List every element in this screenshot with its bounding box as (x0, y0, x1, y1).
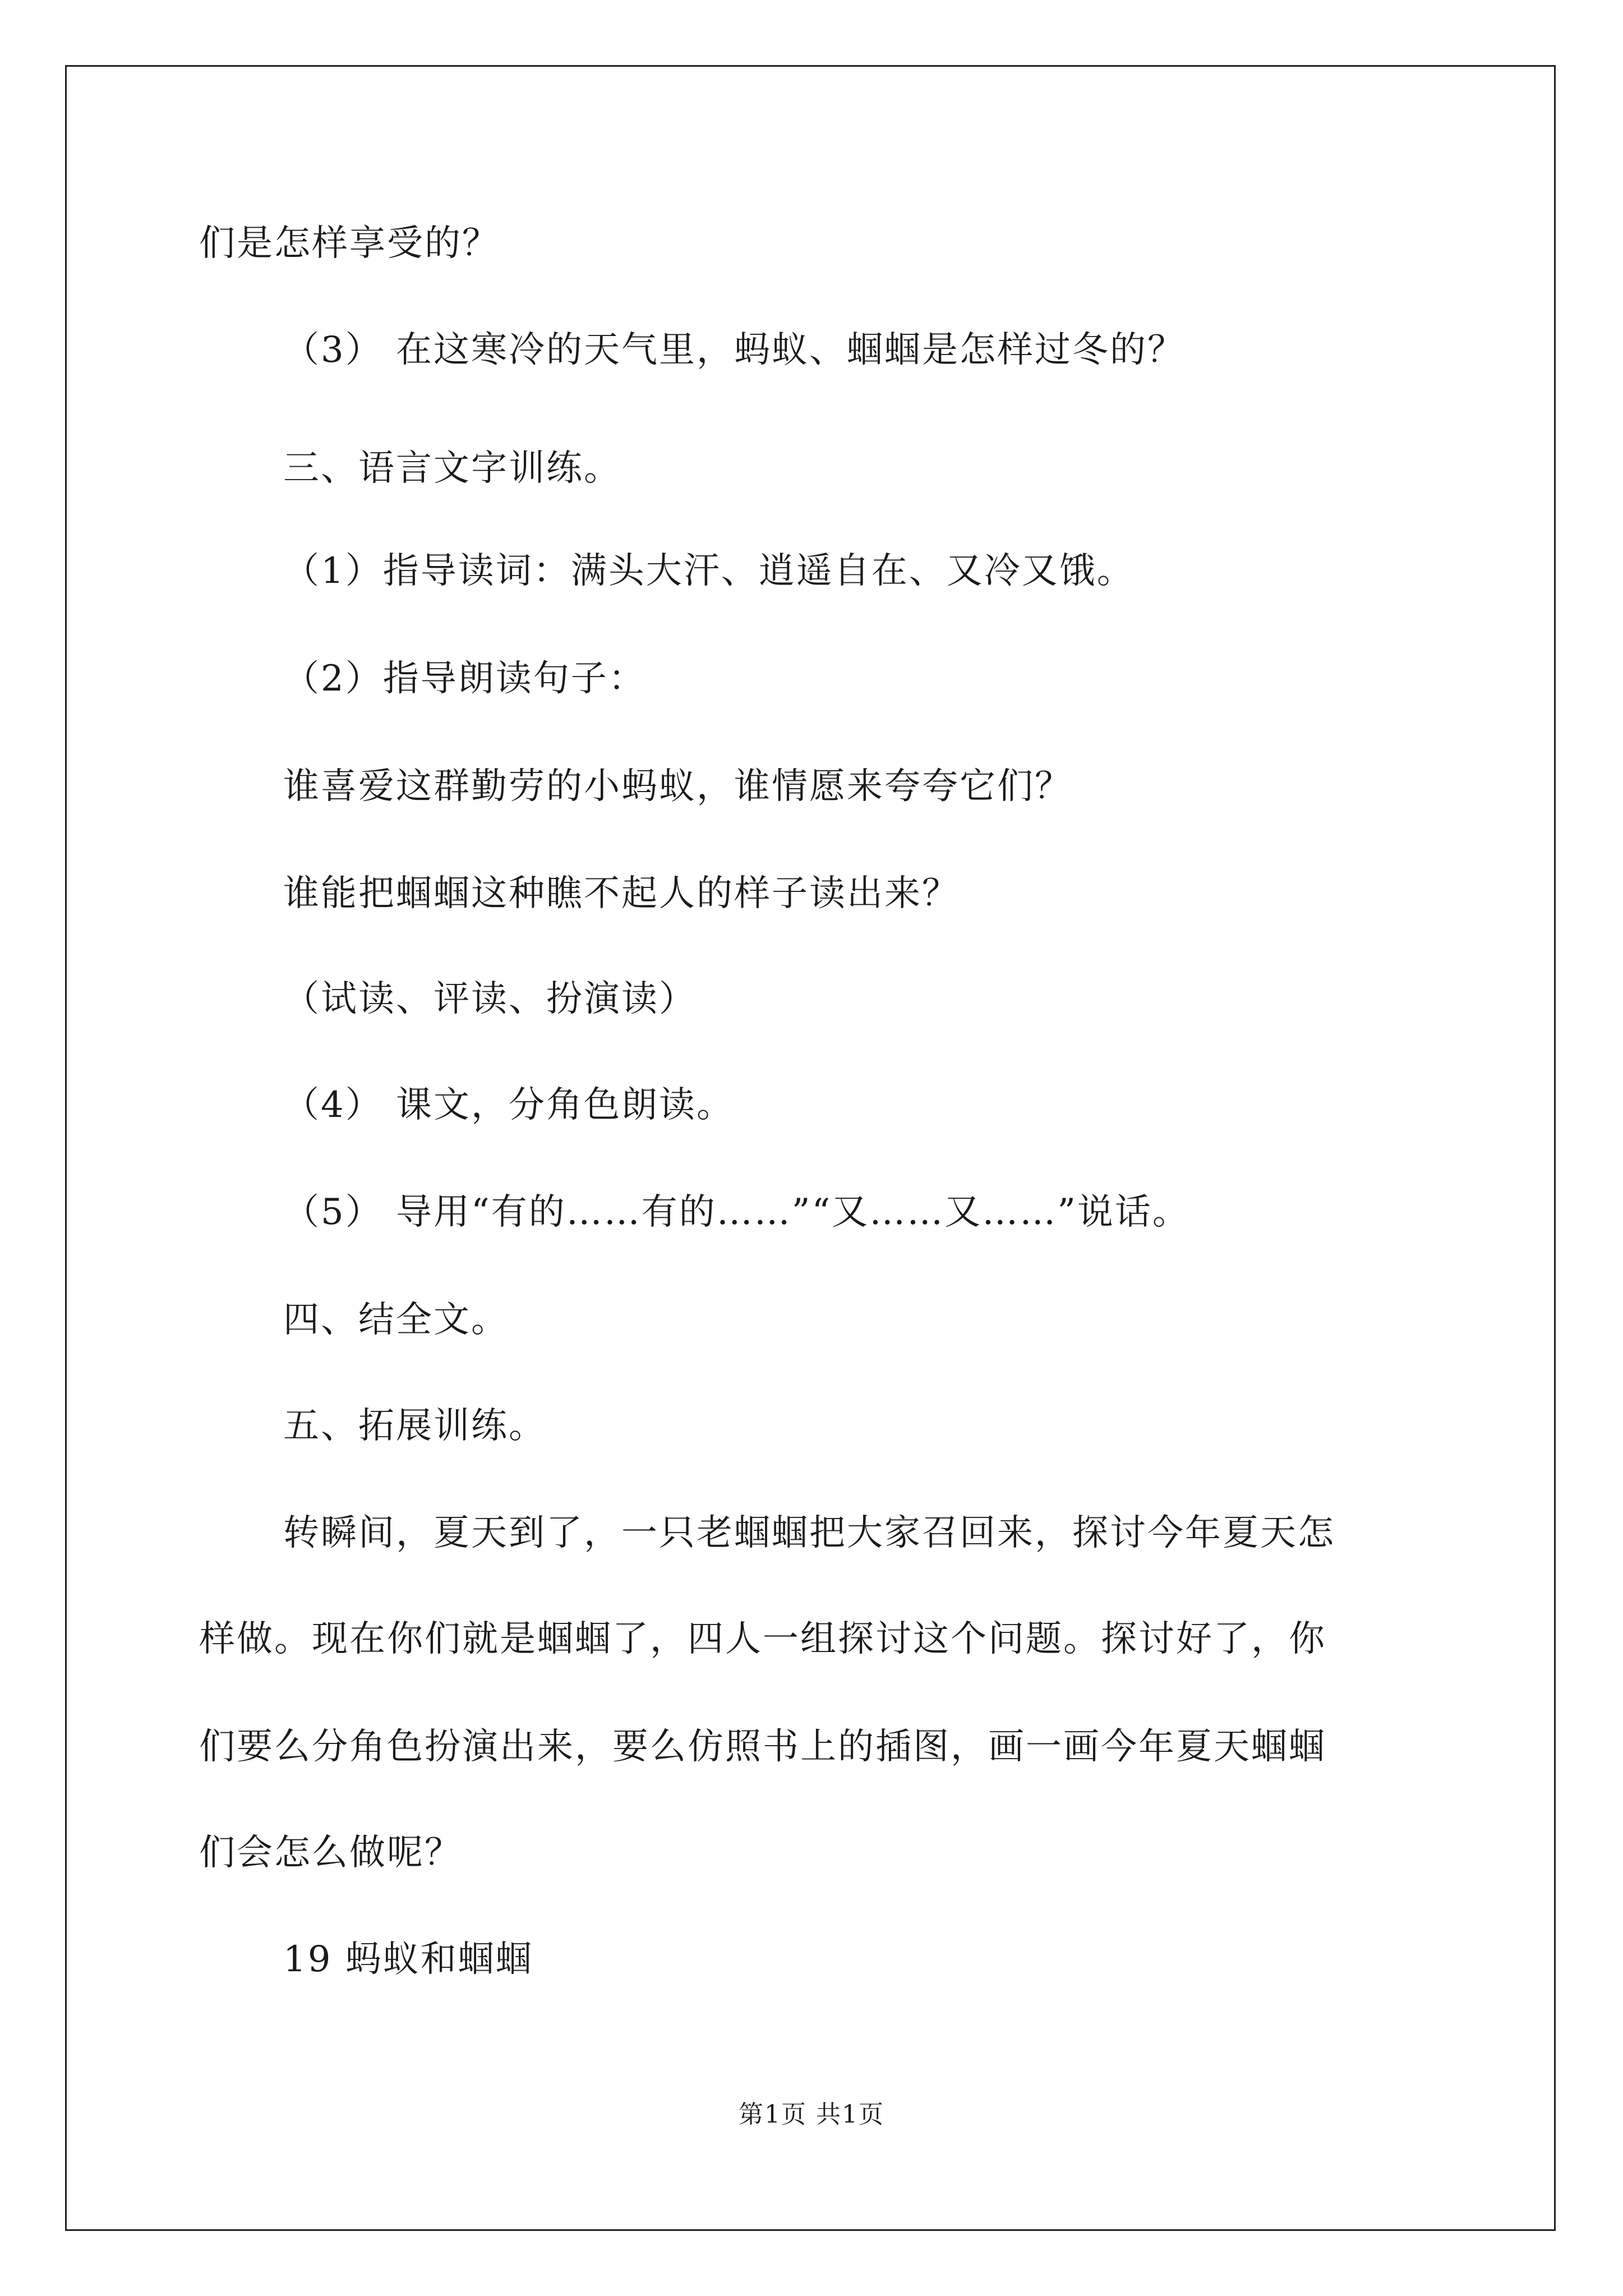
text-line: 转瞬间，夏天到了，一只老蝈蝈把大家召回来，探讨今年夏天怎 (283, 1512, 1335, 1554)
text-line: （4） 课文，分角色朗读。 (283, 1084, 735, 1126)
text-line: 谁能把蝈蝈这种瞧不起人的样子读出来？ (283, 873, 960, 914)
text-line: 们是怎样享受的？ (199, 223, 500, 264)
text-line: 们要么分角色扮演出来，要么仿照书上的插图，画一画今年夏天蝈蝈 (199, 1726, 1326, 1768)
text-line: （3） 在这寒冷的天气里，蚂蚁、蝈蝈是怎样过冬的？ (283, 329, 1186, 371)
text-line: （试读、评读、扮演读） (283, 978, 697, 1020)
text-line: （2）指导朗读句子： (283, 658, 646, 700)
text-line: 19 蚂蚁和蝈蝈 (283, 1939, 533, 1980)
page-footer: 第1页 共1页 (739, 2100, 884, 2129)
text-line: 谁喜爱这群勤劳的小蚂蚁，谁情愿来夸夸它们？ (283, 766, 1072, 807)
text-line: 四、结全文。 (283, 1299, 509, 1341)
text-line: （5） 导用“有的……有的……”“又……又……”说话。 (283, 1191, 1190, 1233)
text-line: 们会怎么做呢？ (199, 1832, 462, 1874)
text-line: 五、拓展训练。 (283, 1405, 546, 1447)
text-line: 三、语言文字训练。 (283, 448, 621, 489)
text-line: 样做。现在你们就是蝈蝈了，四人一组探讨这个问题。探讨好了，你 (199, 1618, 1326, 1660)
page-border (65, 65, 1556, 2231)
text-line: （1）指导读词：满头大汗、逍遥自在、又冷又饿。 (283, 550, 1135, 592)
